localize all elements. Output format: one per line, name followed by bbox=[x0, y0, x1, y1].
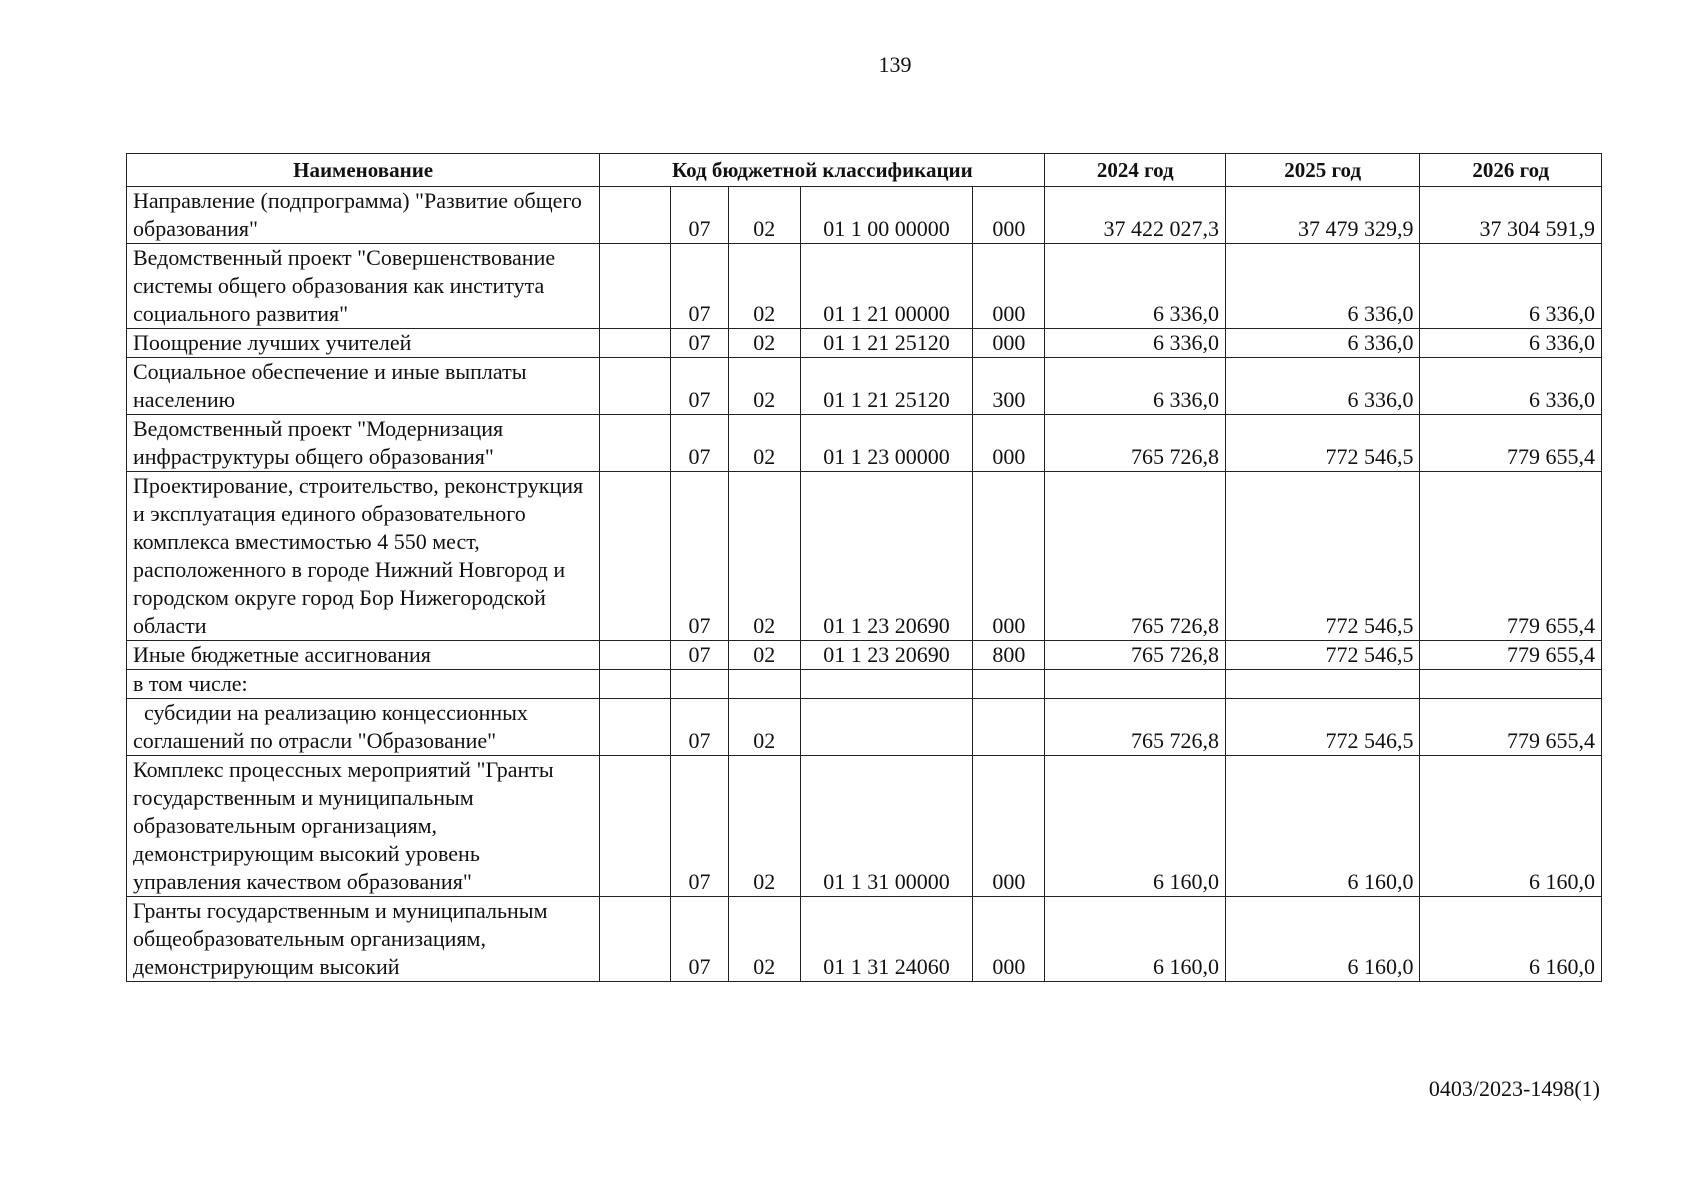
cell-c3 bbox=[728, 670, 800, 699]
cell-v2026: 779 655,4 bbox=[1420, 472, 1602, 641]
cell-v2026: 779 655,4 bbox=[1420, 641, 1602, 670]
cell-v2026: 6 336,0 bbox=[1420, 329, 1602, 358]
cell-c1 bbox=[600, 472, 671, 641]
header-name: Наименование bbox=[127, 154, 600, 187]
cell-c3: 02 bbox=[728, 641, 800, 670]
cell-c3: 02 bbox=[728, 244, 800, 329]
document-code: 0403/2023-1498(1) bbox=[1428, 1076, 1600, 1101]
cell-v2025: 772 546,5 bbox=[1225, 472, 1420, 641]
header-2026: 2026 год bbox=[1420, 154, 1602, 187]
table-row bbox=[127, 472, 1602, 641]
cell-c3: 02 bbox=[728, 756, 800, 897]
cell-c4 bbox=[800, 699, 972, 756]
cell-name: Направление (подпрограмма) "Развитие общего образования" bbox=[127, 187, 600, 244]
cell-c4: 01 1 23 20690 bbox=[800, 641, 972, 670]
cell-name: Ведомственный проект "Совершенствование системы общего образования как института социального развития" bbox=[127, 244, 600, 329]
cell-c2: 07 bbox=[671, 756, 728, 897]
table-row bbox=[127, 670, 1602, 699]
cell-c4: 01 1 21 25120 bbox=[800, 329, 972, 358]
cell-v2024: 765 726,8 bbox=[1045, 415, 1225, 472]
cell-c3: 02 bbox=[728, 472, 800, 641]
cell-v2025: 6 336,0 bbox=[1225, 329, 1420, 358]
cell-c5 bbox=[973, 670, 1045, 699]
cell-c1 bbox=[600, 670, 671, 699]
cell-v2024: 6 336,0 bbox=[1045, 329, 1225, 358]
page-number: 139 bbox=[878, 52, 912, 77]
cell-v2024: 37 422 027,3 bbox=[1045, 187, 1225, 244]
table-row bbox=[127, 329, 1602, 358]
cell-v2024: 765 726,8 bbox=[1045, 472, 1225, 641]
cell-v2025: 772 546,5 bbox=[1225, 415, 1420, 472]
cell-c3: 02 bbox=[728, 329, 800, 358]
cell-c1 bbox=[600, 358, 671, 415]
cell-c4: 01 1 31 00000 bbox=[800, 756, 972, 897]
cell-c2: 07 bbox=[671, 897, 728, 982]
cell-c2: 07 bbox=[671, 472, 728, 641]
cell-c5: 000 bbox=[973, 329, 1045, 358]
cell-c4: 01 1 23 20690 bbox=[800, 472, 972, 641]
cell-c1 bbox=[600, 187, 671, 244]
cell-c4: 01 1 21 00000 bbox=[800, 244, 972, 329]
cell-c2 bbox=[671, 670, 728, 699]
cell-c5: 800 bbox=[973, 641, 1045, 670]
cell-name: в том числе: bbox=[127, 670, 600, 699]
table-row bbox=[127, 641, 1602, 670]
cell-c3: 02 bbox=[728, 897, 800, 982]
cell-name: Ведомственный проект "Модернизация инфраструктуры общего образования" bbox=[127, 415, 600, 472]
cell-c5: 000 bbox=[973, 472, 1045, 641]
table-row bbox=[127, 699, 1602, 756]
cell-v2026: 779 655,4 bbox=[1420, 699, 1602, 756]
cell-v2026: 6 160,0 bbox=[1420, 756, 1602, 897]
cell-v2026: 779 655,4 bbox=[1420, 415, 1602, 472]
table-row bbox=[127, 756, 1602, 897]
table-row bbox=[127, 187, 1602, 244]
table-row bbox=[127, 415, 1602, 472]
cell-v2026: 6 336,0 bbox=[1420, 244, 1602, 329]
cell-v2024: 6 336,0 bbox=[1045, 244, 1225, 329]
cell-c4: 01 1 23 00000 bbox=[800, 415, 972, 472]
header-code: Код бюджетной классификации bbox=[600, 154, 1045, 187]
cell-c2: 07 bbox=[671, 415, 728, 472]
cell-v2025: 6 336,0 bbox=[1225, 358, 1420, 415]
cell-c1 bbox=[600, 756, 671, 897]
cell-c1 bbox=[600, 897, 671, 982]
cell-v2025 bbox=[1225, 670, 1420, 699]
cell-v2026: 37 304 591,9 bbox=[1420, 187, 1602, 244]
cell-c1 bbox=[600, 415, 671, 472]
cell-v2025: 6 336,0 bbox=[1225, 244, 1420, 329]
cell-c4: 01 1 31 24060 bbox=[800, 897, 972, 982]
header-2024: 2024 год bbox=[1045, 154, 1225, 187]
cell-c5: 000 bbox=[973, 415, 1045, 472]
cell-name: Гранты государственным и муниципальным общеобразовательным организациям, демонстрирующим высокий bbox=[127, 897, 600, 982]
cell-c2: 07 bbox=[671, 641, 728, 670]
cell-name: Поощрение лучших учителей bbox=[127, 329, 600, 358]
cell-c5: 000 bbox=[973, 756, 1045, 897]
table-row bbox=[127, 358, 1602, 415]
cell-c2: 07 bbox=[671, 187, 728, 244]
cell-c1 bbox=[600, 244, 671, 329]
cell-v2024: 765 726,8 bbox=[1045, 699, 1225, 756]
cell-v2026: 6 336,0 bbox=[1420, 358, 1602, 415]
cell-v2025: 6 160,0 bbox=[1225, 897, 1420, 982]
cell-c1 bbox=[600, 641, 671, 670]
cell-v2024: 765 726,8 bbox=[1045, 641, 1225, 670]
cell-c5: 000 bbox=[973, 187, 1045, 244]
cell-c3: 02 bbox=[728, 187, 800, 244]
cell-v2024 bbox=[1045, 670, 1225, 699]
cell-c2: 07 bbox=[671, 329, 728, 358]
cell-v2025: 6 160,0 bbox=[1225, 756, 1420, 897]
cell-c5: 000 bbox=[973, 897, 1045, 982]
cell-c4: 01 1 21 25120 bbox=[800, 358, 972, 415]
cell-v2026: 6 160,0 bbox=[1420, 897, 1602, 982]
cell-c1 bbox=[600, 329, 671, 358]
cell-c4: 01 1 00 00000 bbox=[800, 187, 972, 244]
cell-c2: 07 bbox=[671, 358, 728, 415]
table-row bbox=[127, 897, 1602, 982]
cell-c2: 07 bbox=[671, 699, 728, 756]
cell-v2025: 37 479 329,9 bbox=[1225, 187, 1420, 244]
table-row bbox=[127, 244, 1602, 329]
cell-c5: 000 bbox=[973, 244, 1045, 329]
cell-c3: 02 bbox=[728, 415, 800, 472]
cell-v2024: 6 336,0 bbox=[1045, 358, 1225, 415]
cell-c5 bbox=[973, 699, 1045, 756]
cell-name: Иные бюджетные ассигнования bbox=[127, 641, 600, 670]
cell-c2: 07 bbox=[671, 244, 728, 329]
table-header-row bbox=[127, 154, 1602, 187]
cell-v2024: 6 160,0 bbox=[1045, 756, 1225, 897]
cell-v2025: 772 546,5 bbox=[1225, 699, 1420, 756]
cell-c3: 02 bbox=[728, 358, 800, 415]
cell-name: Комплекс процессных мероприятий "Гранты государственным и муниципальным образовательным организациям, демонстрирующим высокий уровень управления качеством образования" bbox=[127, 756, 600, 897]
cell-c5: 300 bbox=[973, 358, 1045, 415]
header-2025: 2025 год bbox=[1225, 154, 1420, 187]
cell-name: Социальное обеспечение и иные выплаты населению bbox=[127, 358, 600, 415]
cell-v2025: 772 546,5 bbox=[1225, 641, 1420, 670]
cell-c3: 02 bbox=[728, 699, 800, 756]
cell-v2026 bbox=[1420, 670, 1602, 699]
budget-table bbox=[126, 153, 1602, 982]
cell-c1 bbox=[600, 699, 671, 756]
cell-name: субсидии на реализацию концессионных соглашений по отрасли "Образование" bbox=[127, 699, 600, 756]
cell-name: Проектирование, строительство, реконструкция и эксплуатация единого образовательного комплекса вместимостью 4 550 мест, расположенного в городе Нижний Новгород и городском округе город Бор Нижегородской области bbox=[127, 472, 600, 641]
cell-v2024: 6 160,0 bbox=[1045, 897, 1225, 982]
cell-c4 bbox=[800, 670, 972, 699]
